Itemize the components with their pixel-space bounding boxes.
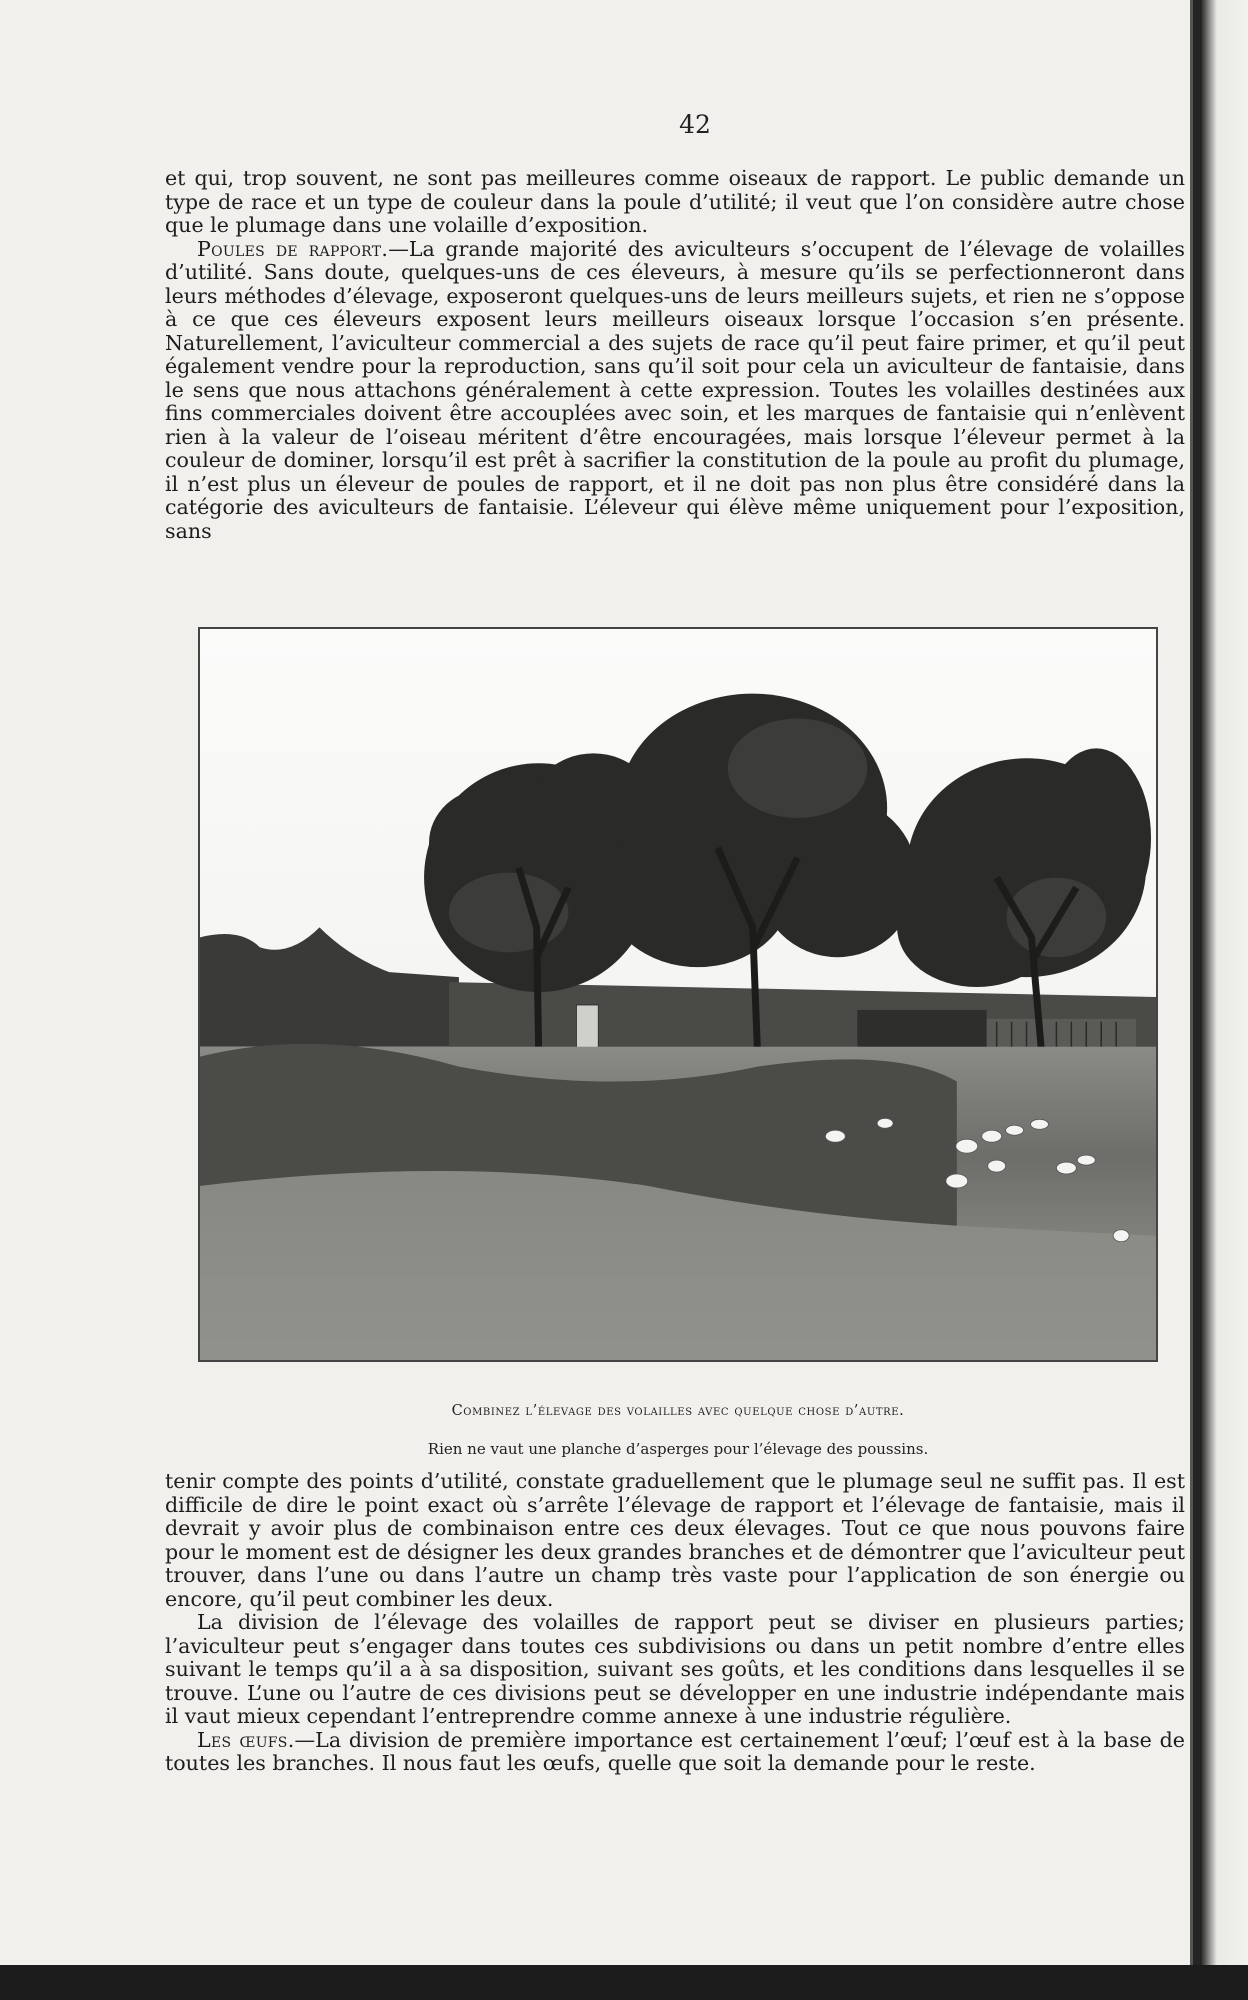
facing-page-edge <box>1200 0 1248 1965</box>
paragraph-body: —La grande majorité des aviculteurs s’occupent de l’élevage de volailles d’utilité. Sans doute, quelques-uns de ces éleveurs, à mesure qu’ils se perfectionneront dans leurs méthodes d’élevage, exposeront quelques-uns de leurs meilleurs sujets, et rien ne s’oppose à ce que ces éleveurs exposent leurs meilleurs oiseaux lorsque l’occasion s’en présente. Naturellement, l’aviculteur commercial a des sujets de race qu’il peut faire primer, et qu’il peut également vendre pour la reproduction, sans qu’il soit pour cela un aviculteur de fantaisie, dans le sens que nous attachons généralement à cette expression. Toutes les volailles destinées aux fins commerciales doivent être accouplées avec soin, et les marques de fantaisie qui n’enlèvent rien à la valeur de l’oiseau méritent d’être encouragées, mais lorsque l’éleveur permet à la couleur de dominer, lorsqu’il est prêt à sacrifier la constitution de la poule au profit du plumage, il n’est plus un éleveur de poules de rapport, et il ne doit pas non plus être considéré dans la catégorie des aviculteurs de fantaisie. L’éleveur qui élève même uniquement pour l’exposition, sans <box>165 236 1186 543</box>
bottom-text-block <box>165 1470 1185 1776</box>
top-text-block <box>165 167 1185 543</box>
section-heading: Les œufs. <box>197 1727 295 1752</box>
figure-subcaption: Rien ne vaut une planche d’asperges pour l’élevage des poussins. <box>427 1440 929 1458</box>
photo-orchard-field <box>200 629 1156 1360</box>
paragraph <box>165 1729 1185 1776</box>
paragraph: La division de l’élevage des volailles de rapport peut se diviser en plusieurs parties; l’aviculteur peut s’engager dans toutes ces subdivisions ou dans un petit nombre d’entre elles suivant le temps qu’il a à sa disposition, suivant ses goûts, et les conditions dans lesquelles il se trouve. L’une ou l’autre de ces divisions peut se développer en une industrie indépendante mais il vaut mieux cependant l’entreprendre comme annexe à une industrie régulière. <box>165 1610 1185 1728</box>
paragraph <box>165 238 1185 544</box>
figure-caption: Combinez l’élevage des volailles avec quelque chose d’autre. <box>451 1403 905 1419</box>
paragraph: et qui, trop souvent, ne sont pas meilleures comme oiseaux de rapport. Le public demande un type de race et un type de couleur dans la poule d’utilité; il veut que l’on considère autre chose que le plumage dans une volaille d’exposition. <box>165 166 1185 237</box>
photograph <box>198 627 1158 1362</box>
scan-bottom-edge <box>0 1965 1248 2000</box>
section-heading: Poules de rapport. <box>197 236 389 261</box>
paragraph: tenir compte des points d’utilité, constate graduellement que le plumage seul ne suffit pas. Il est difficile de dire le point exact où s’arrête l’élevage de rapport et l’élevage de fantaisie, mais il devrait y avoir plus de combinaison entre ces deux élevages. Tout ce que nous pouvons faire pour le moment est de désigner les deux grandes branches et de démontrer que l’aviculteur peut trouver, dans l’une ou dans l’autre un champ très vaste pour l’application de son énergie ou encore, qu’il peut combiner les deux. <box>165 1469 1185 1611</box>
paragraph-body: —La division de première importance est certainement l’œuf; l’œuf est à la base de toutes les branches. Il nous faut les œufs, quelle que soit la demande pour le reste. <box>165 1727 1185 1775</box>
page-number: 42 <box>679 110 711 139</box>
